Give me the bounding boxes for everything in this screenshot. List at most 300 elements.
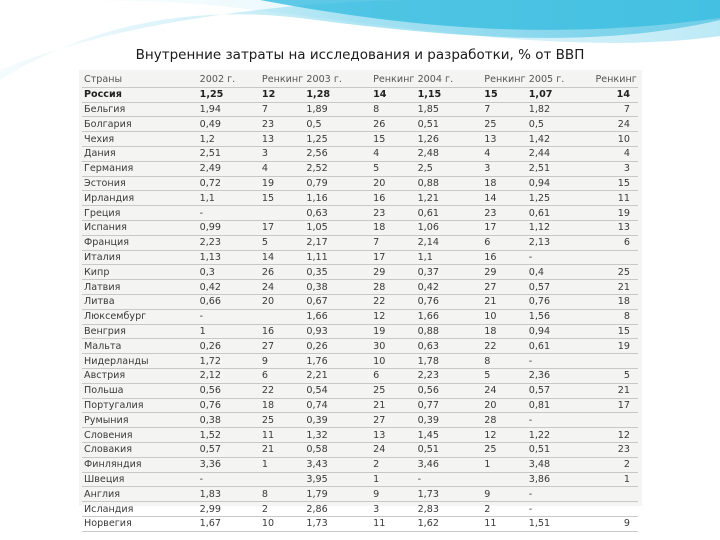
rank-2002-cell: 27 (260, 339, 304, 354)
value-2002-cell: 0,3 (198, 265, 260, 280)
value-2004-cell: 0,61 (416, 206, 483, 221)
rank-2003-cell: 24 (371, 442, 415, 457)
value-2003-cell: 2,86 (304, 502, 371, 517)
rank-2002-cell: 26 (260, 265, 304, 280)
table-row (82, 176, 638, 191)
table-header-row (82, 73, 638, 87)
rank-2002-cell: 15 (260, 191, 304, 206)
rank-2002-cell: 1 (260, 457, 304, 472)
country-cell: Дания (82, 146, 198, 161)
rank-2003-cell: 20 (371, 176, 415, 191)
rank-2003-cell: 22 (371, 294, 415, 309)
value-2005-cell: 0,57 (527, 280, 594, 295)
rank-2004-cell: 23 (482, 206, 526, 221)
value-2002-cell: 0,66 (198, 294, 260, 309)
value-2003-cell: 0,35 (304, 265, 371, 280)
value-2002-cell: 1,72 (198, 354, 260, 369)
value-2002-cell: 0,72 (198, 176, 260, 191)
value-2002-cell: 0,76 (198, 398, 260, 413)
rank-2004-cell: 1 (482, 457, 526, 472)
value-2005-cell: - (527, 354, 594, 369)
country-cell: Венгрия (82, 324, 198, 339)
country-cell: Польша (82, 383, 198, 398)
country-cell: Австрия (82, 368, 198, 383)
rank-2002-cell: 2 (260, 502, 304, 517)
country-cell: Ирландия (82, 191, 198, 206)
rank-2004-cell: 20 (482, 398, 526, 413)
rank-2004-cell: 9 (482, 487, 526, 502)
value-2005-cell: 0,61 (527, 339, 594, 354)
value-2003-cell: 1,89 (304, 102, 371, 117)
rank-2003-cell: 8 (371, 102, 415, 117)
country-cell: Россия (82, 87, 198, 102)
rank-2002-cell: 25 (260, 413, 304, 428)
value-2002-cell: 0,99 (198, 220, 260, 235)
value-2002-cell: 1 (198, 324, 260, 339)
rank-2003-cell: 21 (371, 398, 415, 413)
value-2004-cell: 1,66 (416, 309, 483, 324)
value-2002-cell: 0,42 (198, 280, 260, 295)
rank-2002-cell: 3 (260, 146, 304, 161)
value-2002-cell: 2,23 (198, 235, 260, 250)
value-2005-cell: 0,4 (527, 265, 594, 280)
rank-2003-cell: 7 (371, 235, 415, 250)
value-2004-cell: 1,26 (416, 132, 483, 147)
table-row (82, 206, 638, 221)
rank-2005-cell: 18 (593, 294, 638, 309)
rank-2002-cell: 18 (260, 398, 304, 413)
value-2004-cell: 0,76 (416, 294, 483, 309)
header-country: Страны (82, 73, 198, 87)
rank-2004-cell (482, 472, 526, 487)
value-2004-cell: 1,73 (416, 487, 483, 502)
rank-2002-cell: 22 (260, 383, 304, 398)
table-row (82, 146, 638, 161)
value-2003-cell: 1,79 (304, 487, 371, 502)
rank-2004-cell: 25 (482, 442, 526, 457)
rank-2003-cell: 18 (371, 220, 415, 235)
value-2005-cell: 2,36 (527, 368, 594, 383)
value-2004-cell: 1,1 (416, 250, 483, 265)
rank-2003-cell: 28 (371, 280, 415, 295)
header-rank-2005: Ренкинг (595, 74, 637, 86)
value-2002-cell: 0,57 (198, 442, 260, 457)
rank-2003-cell: 27 (371, 413, 415, 428)
value-2003-cell: 0,93 (304, 324, 371, 339)
rank-2003-cell: 14 (371, 87, 415, 102)
table-row (82, 428, 638, 443)
value-2004-cell: 0,37 (416, 265, 483, 280)
value-2004-cell: 2,14 (416, 235, 483, 250)
table-row (82, 457, 638, 472)
value-2003-cell: 1,11 (304, 250, 371, 265)
rank-2003-cell: 6 (371, 368, 415, 383)
value-2005-cell: - (527, 502, 594, 517)
country-cell: Франция (82, 235, 198, 250)
rank-2003-cell: 30 (371, 339, 415, 354)
table-row (82, 280, 638, 295)
rank-2004-cell: 17 (482, 220, 526, 235)
value-2003-cell: 1,66 (304, 309, 371, 324)
value-2004-cell: 0,88 (416, 324, 483, 339)
rank-2002-cell (260, 472, 304, 487)
header-year-2003: 2003 г. (304, 73, 371, 87)
country-cell: Чехия (82, 132, 198, 147)
value-2005-cell: - (527, 487, 594, 502)
table-row (82, 191, 638, 206)
header-rank-2004: Ренкинг (484, 74, 526, 86)
rank-2005-cell: 19 (593, 339, 638, 354)
rank-2002-cell: 17 (260, 220, 304, 235)
rank-2005-cell: 11 (593, 191, 638, 206)
rd-expenditure-table (82, 73, 638, 532)
country-cell: Эстония (82, 176, 198, 191)
value-2004-cell: 1,78 (416, 354, 483, 369)
value-2003-cell: 0,67 (304, 294, 371, 309)
value-2003-cell: 2,56 (304, 146, 371, 161)
rank-2004-cell: 25 (482, 117, 526, 132)
rank-2004-cell: 11 (482, 516, 526, 531)
value-2004-cell: 2,5 (416, 161, 483, 176)
value-2002-cell: 1,13 (198, 250, 260, 265)
value-2005-cell: 0,51 (527, 442, 594, 457)
country-cell: Люксембург (82, 309, 198, 324)
rank-2003-cell: 5 (371, 161, 415, 176)
header-year-2004: 2004 г. (416, 73, 483, 87)
rank-2002-cell: 8 (260, 487, 304, 502)
rank-2002-cell: 16 (260, 324, 304, 339)
table-row (82, 354, 638, 369)
value-2003-cell: 0,39 (304, 413, 371, 428)
rank-2004-cell: 24 (482, 383, 526, 398)
value-2002-cell: 0,26 (198, 339, 260, 354)
value-2002-cell: 2,51 (198, 146, 260, 161)
rank-2003-cell: 4 (371, 146, 415, 161)
value-2004-cell: 0,51 (416, 117, 483, 132)
value-2005-cell: 1,42 (527, 132, 594, 147)
value-2004-cell: 1,45 (416, 428, 483, 443)
value-2002-cell: 0,49 (198, 117, 260, 132)
rank-2004-cell: 18 (482, 176, 526, 191)
rank-2003-cell: 25 (371, 383, 415, 398)
rank-2003-cell: 12 (371, 309, 415, 324)
rank-2005-cell: 1 (593, 472, 638, 487)
country-cell: Нидерланды (82, 354, 198, 369)
rank-2003-cell: 29 (371, 265, 415, 280)
rank-2002-cell: 6 (260, 368, 304, 383)
value-2004-cell: 2,23 (416, 368, 483, 383)
rank-2005-cell: 3 (593, 161, 638, 176)
value-2005-cell: 0,94 (527, 176, 594, 191)
rank-2005-cell: 14 (593, 87, 638, 102)
rank-2002-cell: 5 (260, 235, 304, 250)
value-2004-cell: - (416, 472, 483, 487)
rank-2002-cell: 19 (260, 176, 304, 191)
country-cell: Греция (82, 206, 198, 221)
table-row (82, 339, 638, 354)
table-row (82, 472, 638, 487)
value-2003-cell: 1,25 (304, 132, 371, 147)
rank-2004-cell: 3 (482, 161, 526, 176)
value-2002-cell: - (198, 472, 260, 487)
value-2004-cell: 0,77 (416, 398, 483, 413)
value-2002-cell: 1,52 (198, 428, 260, 443)
rank-2003-cell: 19 (371, 324, 415, 339)
rank-2002-cell: 21 (260, 442, 304, 457)
rank-2005-cell: 13 (593, 220, 638, 235)
country-cell: Латвия (82, 280, 198, 295)
value-2002-cell: 2,49 (198, 161, 260, 176)
value-2002-cell: - (198, 206, 260, 221)
value-2003-cell: 1,16 (304, 191, 371, 206)
country-cell: Бельгия (82, 102, 198, 117)
rank-2003-cell: 26 (371, 117, 415, 132)
rank-2005-cell (593, 487, 638, 502)
rank-2003-cell: 3 (371, 502, 415, 517)
value-2003-cell: 0,5 (304, 117, 371, 132)
value-2005-cell: 1,25 (527, 191, 594, 206)
rank-2005-cell: 5 (593, 368, 638, 383)
rank-2002-cell: 12 (260, 87, 304, 102)
value-2005-cell: 2,51 (527, 161, 594, 176)
country-cell: Швеция (82, 472, 198, 487)
rank-2003-cell: 2 (371, 457, 415, 472)
rank-2003-cell: 15 (371, 132, 415, 147)
table-row (82, 132, 638, 147)
value-2003-cell: 3,95 (304, 472, 371, 487)
rank-2004-cell: 29 (482, 265, 526, 280)
rank-2005-cell: 2 (593, 457, 638, 472)
country-cell: Мальта (82, 339, 198, 354)
country-cell: Норвегия (82, 516, 198, 531)
value-2003-cell: 0,54 (304, 383, 371, 398)
table-row (82, 235, 638, 250)
table-row (82, 383, 638, 398)
rank-2002-cell: 24 (260, 280, 304, 295)
value-2005-cell: 0,81 (527, 398, 594, 413)
value-2004-cell: 0,51 (416, 442, 483, 457)
table-row (82, 294, 638, 309)
value-2004-cell: 3,46 (416, 457, 483, 472)
rank-2002-cell: 9 (260, 354, 304, 369)
rank-2005-cell: 4 (593, 146, 638, 161)
table-row (82, 265, 638, 280)
table-row (82, 442, 638, 457)
country-cell: Словения (82, 428, 198, 443)
value-2005-cell: 1,12 (527, 220, 594, 235)
country-cell: Румыния (82, 413, 198, 428)
rank-2003-cell: 1 (371, 472, 415, 487)
rank-2004-cell: 6 (482, 235, 526, 250)
header-year-2005: 2005 г. (527, 73, 594, 87)
rank-2005-cell: 21 (593, 280, 638, 295)
rank-2002-cell: 14 (260, 250, 304, 265)
value-2005-cell: 2,13 (527, 235, 594, 250)
rank-2005-cell: 10 (593, 132, 638, 147)
value-2002-cell: 1,1 (198, 191, 260, 206)
slide-title: Внутренние затраты на исследования и разработки, % от ВВП (135, 47, 585, 63)
value-2003-cell: 2,17 (304, 235, 371, 250)
rank-2003-cell: 23 (371, 206, 415, 221)
rank-2004-cell: 22 (482, 339, 526, 354)
value-2005-cell: - (527, 413, 594, 428)
value-2003-cell: 0,26 (304, 339, 371, 354)
country-cell: Финляндия (82, 457, 198, 472)
value-2004-cell: 1,62 (416, 516, 483, 531)
rank-2005-cell: 12 (593, 428, 638, 443)
value-2003-cell: 0,58 (304, 442, 371, 457)
rank-2005-cell: 8 (593, 309, 638, 324)
table-row (82, 413, 638, 428)
value-2002-cell: 2,12 (198, 368, 260, 383)
table-row (82, 324, 638, 339)
rank-2002-cell: 23 (260, 117, 304, 132)
rank-2005-cell: 15 (593, 176, 638, 191)
value-2003-cell: 1,76 (304, 354, 371, 369)
value-2005-cell: 2,44 (527, 146, 594, 161)
value-2004-cell: 0,56 (416, 383, 483, 398)
rank-2002-cell: 13 (260, 132, 304, 147)
value-2002-cell: 1,25 (198, 87, 260, 102)
value-2005-cell: 0,94 (527, 324, 594, 339)
table-row (82, 161, 638, 176)
rank-2002-cell: 10 (260, 516, 304, 531)
country-cell: Испания (82, 220, 198, 235)
rank-2005-cell: 21 (593, 383, 638, 398)
table-row (82, 117, 638, 132)
rank-2004-cell: 18 (482, 324, 526, 339)
rank-2005-cell: 7 (593, 102, 638, 117)
value-2002-cell: - (198, 309, 260, 324)
value-2004-cell: 0,42 (416, 280, 483, 295)
rank-2005-cell (593, 502, 638, 517)
country-cell: Германия (82, 161, 198, 176)
rank-2005-cell (593, 413, 638, 428)
header-year-2002: 2002 г. (198, 73, 260, 87)
rank-2002-cell: 20 (260, 294, 304, 309)
value-2002-cell: 2,99 (198, 502, 260, 517)
value-2003-cell: 1,28 (304, 87, 371, 102)
rank-2005-cell: 25 (593, 265, 638, 280)
rank-2004-cell: 8 (482, 354, 526, 369)
value-2004-cell: 2,48 (416, 146, 483, 161)
value-2002-cell: 1,83 (198, 487, 260, 502)
value-2004-cell: 1,21 (416, 191, 483, 206)
value-2005-cell: 1,82 (527, 102, 594, 117)
rank-2002-cell: 7 (260, 102, 304, 117)
table-row (82, 309, 638, 324)
header-rank-2002: Ренкинг (261, 74, 304, 86)
country-cell: Словакия (82, 442, 198, 457)
country-cell: Англия (82, 487, 198, 502)
value-2002-cell: 0,56 (198, 383, 260, 398)
value-2002-cell: 0,38 (198, 413, 260, 428)
rank-2005-cell: 6 (593, 235, 638, 250)
rank-2002-cell (260, 206, 304, 221)
rank-2002-cell: 4 (260, 161, 304, 176)
value-2002-cell: 1,2 (198, 132, 260, 147)
rank-2003-cell: 10 (371, 354, 415, 369)
rank-2004-cell: 21 (482, 294, 526, 309)
value-2005-cell: 1,51 (527, 516, 594, 531)
rank-2004-cell: 15 (482, 87, 526, 102)
table-row (82, 102, 638, 117)
value-2002-cell: 3,36 (198, 457, 260, 472)
rank-2004-cell: 28 (482, 413, 526, 428)
rank-2005-cell: 17 (593, 398, 638, 413)
value-2005-cell: 1,22 (527, 428, 594, 443)
country-cell: Исландия (82, 502, 198, 517)
table-row (82, 220, 638, 235)
rank-2004-cell: 16 (482, 250, 526, 265)
rank-2004-cell: 27 (482, 280, 526, 295)
value-2005-cell: 3,86 (527, 472, 594, 487)
value-2005-cell: 0,61 (527, 206, 594, 221)
value-2005-cell: 0,57 (527, 383, 594, 398)
rank-2005-cell: 24 (593, 117, 638, 132)
value-2004-cell: 1,85 (416, 102, 483, 117)
country-cell: Литва (82, 294, 198, 309)
rank-2004-cell: 10 (482, 309, 526, 324)
value-2004-cell: 0,88 (416, 176, 483, 191)
value-2003-cell: 1,05 (304, 220, 371, 235)
table-row (82, 87, 638, 102)
rank-2005-cell (593, 250, 638, 265)
value-2003-cell: 3,43 (304, 457, 371, 472)
rank-2004-cell: 2 (482, 502, 526, 517)
value-2004-cell: 1,15 (416, 87, 483, 102)
rank-2005-cell: 9 (593, 516, 638, 531)
rank-2004-cell: 5 (482, 368, 526, 383)
rank-2003-cell: 11 (371, 516, 415, 531)
rank-2004-cell: 14 (482, 191, 526, 206)
value-2003-cell: 1,32 (304, 428, 371, 443)
value-2003-cell: 0,79 (304, 176, 371, 191)
rank-2004-cell: 7 (482, 102, 526, 117)
rank-2002-cell: 11 (260, 428, 304, 443)
country-cell: Болгария (82, 117, 198, 132)
value-2005-cell: 0,5 (527, 117, 594, 132)
country-cell: Кипр (82, 265, 198, 280)
rank-2005-cell: 15 (593, 324, 638, 339)
value-2005-cell: 1,07 (527, 87, 594, 102)
value-2003-cell: 0,63 (304, 206, 371, 221)
value-2005-cell: 0,76 (527, 294, 594, 309)
table-row (82, 487, 638, 502)
value-2004-cell: 0,39 (416, 413, 483, 428)
value-2002-cell: 1,67 (198, 516, 260, 531)
value-2003-cell: 0,38 (304, 280, 371, 295)
rank-2003-cell: 16 (371, 191, 415, 206)
country-cell: Португалия (82, 398, 198, 413)
table-row (82, 502, 638, 517)
value-2005-cell: 3,48 (527, 457, 594, 472)
value-2004-cell: 2,83 (416, 502, 483, 517)
rank-2004-cell: 4 (482, 146, 526, 161)
value-2003-cell: 2,52 (304, 161, 371, 176)
rank-2005-cell: 19 (593, 206, 638, 221)
table-row (82, 398, 638, 413)
value-2004-cell: 0,63 (416, 339, 483, 354)
rank-2004-cell: 12 (482, 428, 526, 443)
table-row (82, 250, 638, 265)
value-2002-cell: 1,94 (198, 102, 260, 117)
rank-2005-cell: 23 (593, 442, 638, 457)
value-2005-cell: - (527, 250, 594, 265)
rank-2002-cell (260, 309, 304, 324)
rank-2004-cell: 13 (482, 132, 526, 147)
rank-2005-cell (593, 354, 638, 369)
